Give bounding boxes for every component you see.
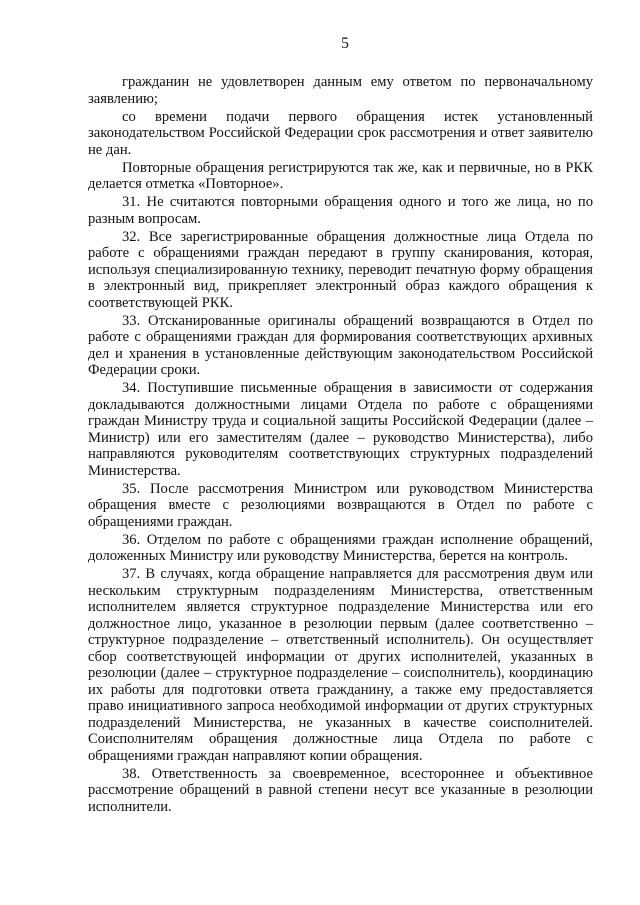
paragraph-repeat-registration: Повторные обращения регистрируются так же, как и первичные, но в РКК делается отметка «Повторное». xyxy=(88,159,593,192)
paragraph-34: 34. Поступившие письменные обращения в зависимости от содержания докладываются должностными лицами Отдела по работе с обращениями граждан Министру труда и социальной защиты Российской Федерации (далее – Министр) или его заместителям (далее – руководство Министерства), либо направляются руководителям соответствующих структурных подразделений Министерства. xyxy=(88,380,593,479)
page-number: 5 xyxy=(341,35,349,52)
paragraph-repeat-condition-1: гражданин не удовлетворен данным ему ответом по первоначальному заявлению; xyxy=(88,74,593,107)
paragraph-33: 33. Отсканированные оригиналы обращений возвращаются в Отдел по работе с обращениями граждан для формирования соответствующих архивных дел и хранения в установленные действующим законодательством Российской Федерации сроки. xyxy=(88,312,593,378)
paragraph-31: 31. Не считаются повторными обращения одного и того же лица, но по разным вопросам. xyxy=(88,194,593,227)
paragraph-32: 32. Все зарегистрированные обращения должностные лица Отдела по работе с обращениями граждан передают в группу сканирования, которая, используя специализированную технику, переводит печатную форму обращения в электронный вид, прикрепляет электронный образ каждого обращения к соответствующей РКК. xyxy=(88,228,593,311)
paragraph-38: 38. Ответственность за своевременное, всестороннее и объективное рассмотрение обращений в равной степени несут все указанные в резолюции исполнители. xyxy=(88,765,593,815)
paragraph-37: 37. В случаях, когда обращение направляется для рассмотрения двум или нескольким структурным подразделениям Министерства, ответственным исполнителем является структурное подразделение Министерства или его должностное лицо, указанное в резолюции первым (далее соответственно – структурное подразделение – ответственный исполнитель). Он осуществляет сбор соответствующей информации от других исполнителей, указанных в резолюции (далее – структурное подразделение – соисполнитель), координацию их работы для подготовки ответа гражданину, а также ему предоставляется право инициативного запроса необходимой информации от других структурных подразделений Министерства, не указанных в качестве соисполнителей. Соисполнителям обращения должностные лица Отдела по работе с обращениями граждан направляют копии обращения. xyxy=(88,566,593,764)
document-body xyxy=(88,74,593,817)
paragraph-36: 36. Отделом по работе с обращениями граждан исполнение обращений, доложенных Министру или руководству Министерства, берется на контроль. xyxy=(88,531,593,564)
paragraph-35: 35. После рассмотрения Министром или руководством Министерства обращения вместе с резолюциями возвращаются в Отдел по работе с обращениями граждан. xyxy=(88,480,593,530)
paragraph-repeat-condition-2: со времени подачи первого обращения истек установленный законодательством Российской Федерации срок рассмотрения и ответ заявителю не дан. xyxy=(88,108,593,158)
